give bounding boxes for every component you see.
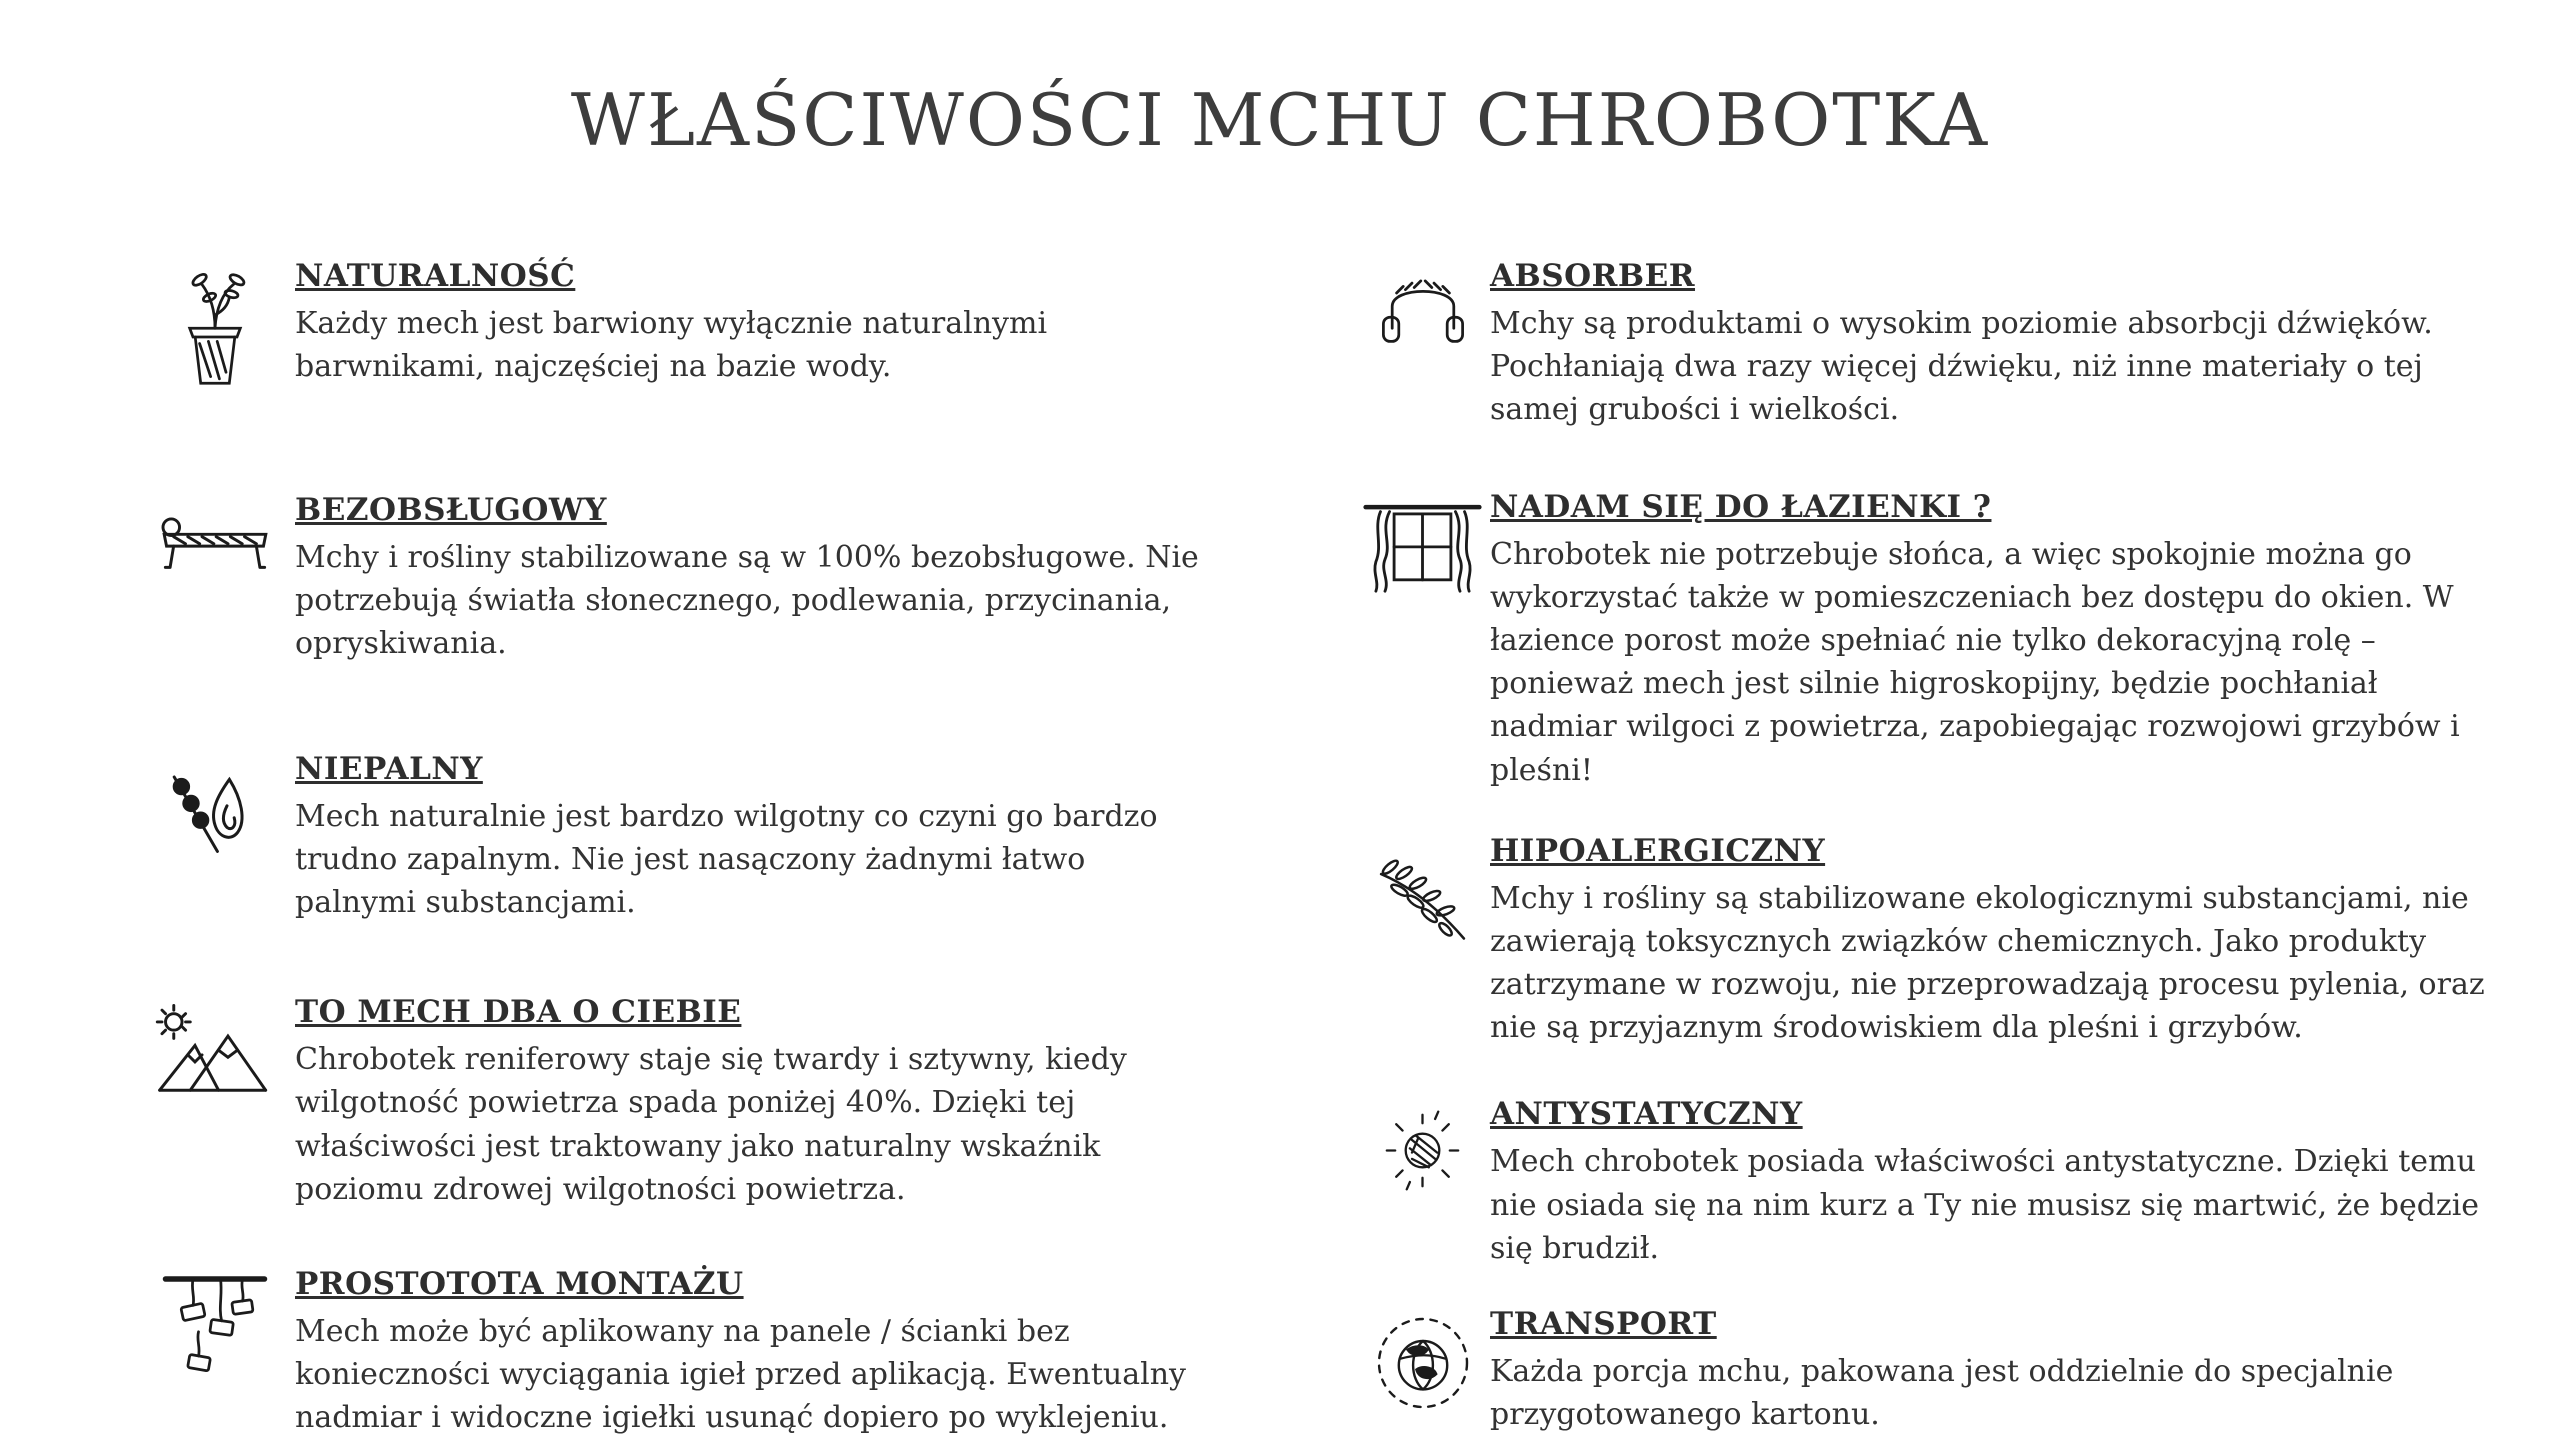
section-antystatyczny bbox=[1355, 1096, 2490, 1270]
section-body: Mchy są produktami o wysokim poziomie absorbcji dźwięków. Pochłaniają dwa razy więcej dźwięku, niż inne materiały o tej samej grubości i wielkości. bbox=[1490, 306, 2433, 428]
section-niepalny bbox=[135, 751, 1215, 925]
right-column bbox=[1215, 258, 2560, 1439]
section-body: Mchy i rośliny są stabilizowane ekologicznymi substancjami, nie zawierają toksycznych związków chemicznych. Jako produkty zatrzymane w rozwoju, nie przeprowadzają procesu pylenia, oraz nie są przyjaznym środowiskiem dla pleśni i grzybów. bbox=[1490, 880, 2485, 1046]
text-cell bbox=[1490, 833, 2490, 1050]
section-prostota-montazu bbox=[135, 1266, 1215, 1439]
icon-cell bbox=[1355, 833, 1490, 950]
icon-cell bbox=[1355, 1306, 1490, 1418]
hanging-tags-icon bbox=[160, 1268, 270, 1389]
section-heading: NADAM SIĘ DO ŁAZIENKI ? bbox=[1490, 488, 1992, 525]
text-cell bbox=[295, 1266, 1215, 1439]
section-body: Mchy i rośliny stabilizowane są w 100% bezobsługowe. Nie potrzebują światła słonecznego, podlewania, przycinania, opryskiwania. bbox=[295, 540, 1199, 662]
plant-pot-icon bbox=[160, 260, 270, 392]
icon-cell bbox=[135, 994, 295, 1102]
text-cell bbox=[295, 751, 1215, 925]
section-heading: TRANSPORT bbox=[1490, 1306, 1717, 1342]
icon-cell bbox=[135, 258, 295, 392]
sun-scribble-icon bbox=[1370, 1098, 1475, 1203]
text-cell bbox=[1490, 1096, 2490, 1270]
flame-skewer-icon bbox=[155, 753, 275, 873]
icon-cell bbox=[135, 1266, 295, 1389]
section-heading: ANTYSTATYCZNY bbox=[1490, 1096, 1803, 1133]
section-to-mech-dba-o-ciebie bbox=[135, 994, 1215, 1211]
section-body: Mech może być aplikowany na panele / ścianki bez konieczności wyciągania igieł przed aplikacją. Ewentualny nadmiar i widoczne igiełki usunąć dopiero po wyklejeniu. bbox=[295, 1313, 1187, 1436]
text-cell bbox=[1490, 489, 2490, 792]
section-absorber bbox=[1355, 258, 2490, 432]
text-cell bbox=[295, 994, 1215, 1211]
section-heading: HIPOALERGICZNY bbox=[1490, 832, 1826, 869]
icon-cell bbox=[1355, 1096, 1490, 1203]
content-columns bbox=[0, 258, 2560, 1439]
fern-branch-icon bbox=[1365, 835, 1480, 950]
text-cell bbox=[1490, 258, 2490, 432]
section-heading: PROSTOTOTA MONTAŻU bbox=[295, 1265, 744, 1302]
section-transport bbox=[1355, 1306, 2490, 1436]
section-heading: ABSORBER bbox=[1490, 258, 1696, 294]
text-cell bbox=[295, 258, 1215, 388]
section-heading: TO MECH DBA O CIEBIE bbox=[295, 994, 742, 1031]
section-bezobslugowy bbox=[135, 492, 1215, 666]
section-body: Chrobotek reniferowy staje się twardy i sztywny, kiedy wilgotność powietrza spada poniżej 40%. Dzięki tej właściwości jest traktowany jako naturalny wskaźnik poziomu zdrowej wilgotności powietrza. bbox=[295, 1042, 1127, 1207]
icon-cell bbox=[1355, 258, 1490, 359]
section-naturalnosc bbox=[135, 258, 1215, 392]
section-body: Każdy mech jest barwiony wyłącznie naturalnymi barwnikami, najczęściej na bazie wody. bbox=[295, 306, 1048, 385]
headphones-icon bbox=[1368, 260, 1478, 359]
section-heading: BEZOBSŁUGOWY bbox=[295, 492, 607, 528]
section-body: Mech chrobotek posiada właściwości antystatyczne. Dzięki temu nie osiada się na nim kurz a Ty nie musisz się martwić, że będzie się brudził. bbox=[1490, 1144, 2480, 1266]
text-cell bbox=[295, 492, 1215, 666]
icon-cell bbox=[135, 751, 295, 873]
icon-cell bbox=[1355, 489, 1490, 605]
left-column bbox=[0, 258, 1215, 1439]
mountains-sun-icon bbox=[150, 996, 280, 1102]
section-body: Chrobotek nie potrzebuje słońca, a więc spokojnie można go wykorzystać także w pomieszczeniach bez dostępu do okien. W łazience porost może spełniać nie tylko dekoracyjną rolę – ponieważ mech jest silnie higroskopijny, będzie pochłaniał nadmiar wilgoci z powietrza, zapobiegając rozwojowi grzybów i pleśni! bbox=[1490, 536, 2460, 788]
section-heading: NATURALNOŚĆ bbox=[295, 258, 576, 294]
section-body: Każda porcja mchu, pakowana jest oddzielnie do specjalnie przygotowanego kartonu. bbox=[1490, 1354, 2394, 1433]
bench-icon bbox=[150, 494, 280, 577]
globe-transport-icon bbox=[1368, 1308, 1478, 1418]
section-body: Mech naturalnie jest bardzo wilgotny co czyni go bardzo trudno zapalnym. Nie jest nasączony żadnymi łatwo palnymi substancjami. bbox=[295, 798, 1158, 920]
section-heading: NIEPALNY bbox=[295, 750, 483, 787]
window-curtains-icon bbox=[1360, 491, 1485, 605]
icon-cell bbox=[135, 492, 295, 577]
section-hipoalergiczny bbox=[1355, 833, 2490, 1050]
page-title: WŁAŚCIWOŚCI MCHU CHROBOTKA bbox=[570, 78, 1990, 162]
text-cell bbox=[1490, 1306, 2490, 1436]
section-nadam-sie-do-lazienki bbox=[1355, 489, 2490, 792]
